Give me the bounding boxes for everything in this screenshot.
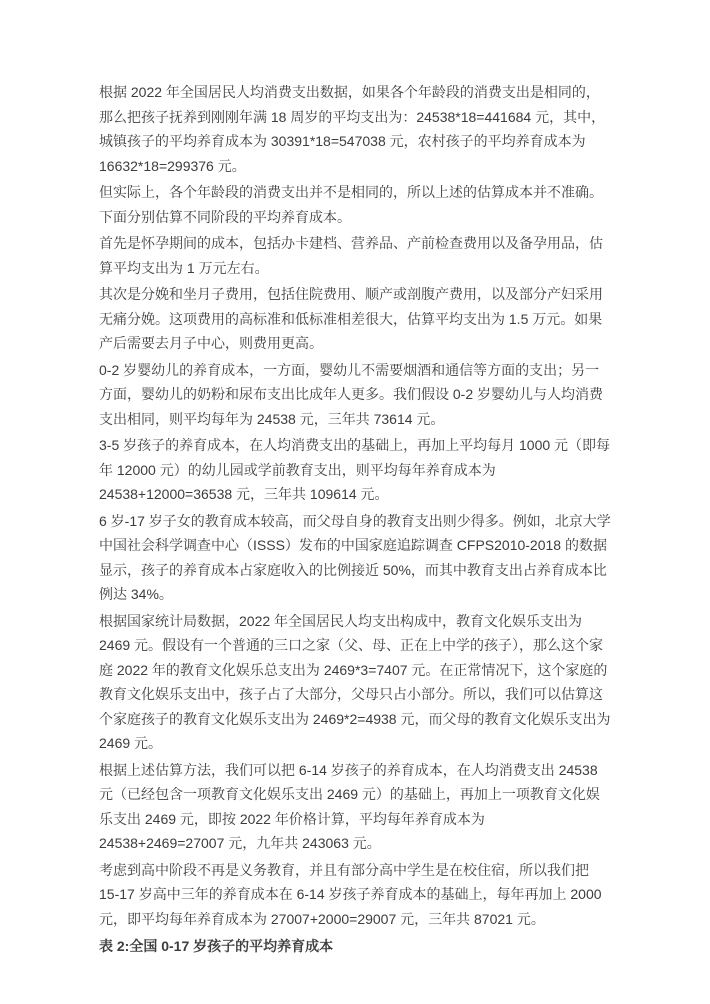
paragraph-delivery-cost: 其次是分娩和坐月子费用，包括住院费用、顺产或剖腹产费用，以及部分产妇采用无痛分娩。这项费用的高标准和低标准相差很大，估算平均支出为 1.5 万元。如果产后需要去月子中心，则费用更高。 — [99, 286, 603, 351]
paragraph-age-15-17-cost: 考虑到高中阶段不再是义务教育，并且有部分高中学生是在校住宿，所以我们把 15-17 岁高中三年的养育成本在 6-14 岁孩子养育成本的基础上，每年再加上 2000 元，即平均每年养育成本为 27007+2000=29007 元，三年共 87021 元。 — [99, 861, 602, 927]
paragraph-age-6-17-education: 6 岁-17 岁子女的教育成本较高，而父母自身的教育支出则少得多。例如，北京大学中国社会科学调查中心（ISSS）发布的中国家庭追踪调查 CFPS2010-2018 的数据显示，孩子的养育成本占家庭收入的比例接近 50%，而其中教育支出占养育成本比例达 34%。 — [99, 512, 611, 602]
document-body — [99, 80, 611, 959]
paragraph-education-culture-spending: 根据国家统计局数据，2022 年全国居民人均支出构成中，教育文化娱乐支出为 2469 元。假设有一个普通的三口之家（父、母、正在上中学的孩子），那么这个家庭 2022 年的教育文化娱乐总支出为 2469*3=7407 元。在正常情况下，这个家庭的教育文化娱乐支出中，孩子占了大部分，父母只占小部分。所以，我们可以估算这个家庭孩子的教育文化娱乐支出为 2469*2=4938 元，而父母的教育文化娱乐支出为 2469 元。 — [99, 612, 611, 751]
paragraph-age-3-5-cost: 3-5 岁孩子的养育成本，在人均消费支出的基础上，再加上平均每月 1000 元（即每年 12000 元）的幼儿园或学前教育支出，则平均每年养育成本为 24538+12000=36538 元，三年共 109614 元。 — [99, 437, 611, 502]
paragraph-pregnancy-cost: 首先是怀孕期间的成本，包括办卡建档、营养品、产前检查费用以及备孕用品，估算平均支出为 1 万元左右。 — [99, 235, 603, 276]
table-2-caption: 表 2:全国 0-17 岁孩子的平均养育成本 — [99, 938, 334, 954]
paragraph-overall-cost-estimate: 根据 2022 年全国居民人均消费支出数据，如果各个年龄段的消费支出是相同的，那么把孩子抚养到刚刚年满 18 周岁的平均支出为：24538*18=441684 元，其中，城镇孩子的平均养育成本为 30391*18=547038 元，农村孩子的平均养育成本为 16632*18=299376 元。 — [99, 84, 606, 174]
paragraph-age-6-14-cost: 根据上述估算方法，我们可以把 6-14 岁孩子的养育成本，在人均消费支出 24538 元（已经包含一项教育文化娱乐支出 2469 元）的基础上，再加上一项教育文化娱乐支出 2469 元，即按 2022 年价格计算，平均每年养育成本为 24538+2469=27007 元，九年共 243063 元。 — [99, 761, 600, 851]
paragraph-estimate-caveat: 但实际上，各个年龄段的消费支出并不是相同的，所以上述的估算成本并不准确。下面分别估算不同阶段的平均养育成本。 — [99, 184, 603, 225]
paragraph-infant-0-2-cost: 0-2 岁婴幼儿的养育成本，一方面，婴幼儿不需要烟酒和通信等方面的支出；另一方面，婴幼儿的奶粉和尿布支出比成年人更多。我们假设 0-2 岁婴幼儿与人均消费支出相同，则平均每年为 24538 元，三年共 73614 元。 — [99, 361, 604, 427]
